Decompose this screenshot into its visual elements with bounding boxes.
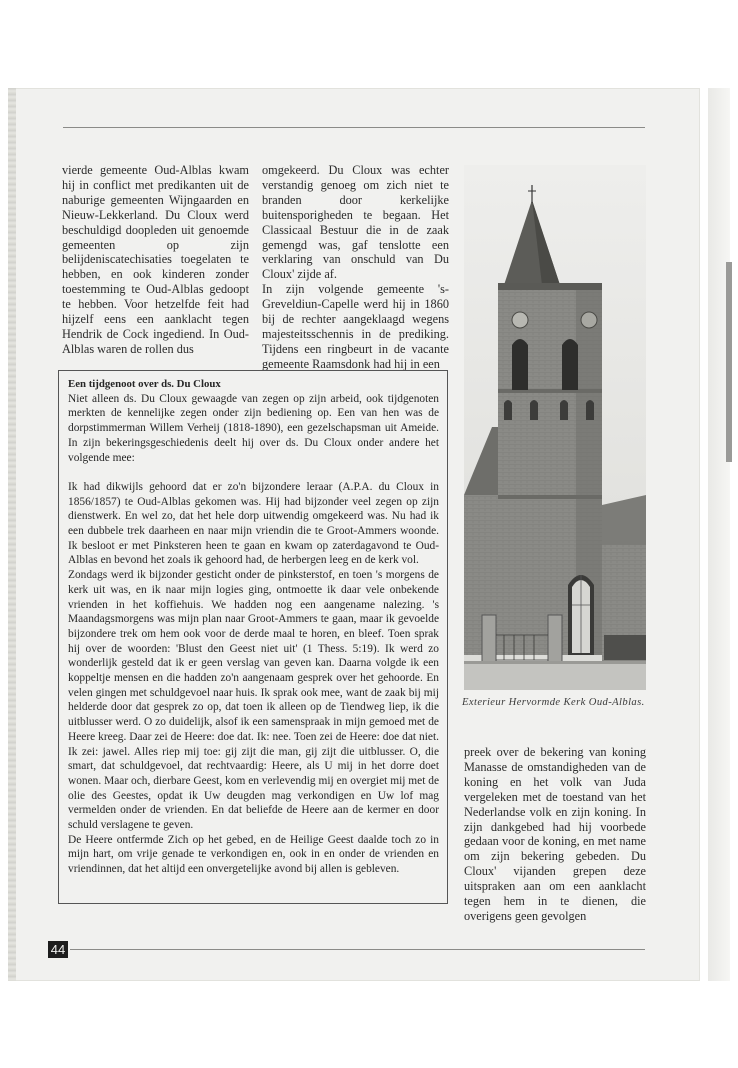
- sidebar-quote-paragraph-2: Zondags werd ik bijzonder gesticht onder de pinksterstof, en toen 's morgens de kerk uit was, en ik naar mijn logies ging, ontmoette ik daar vele onbekende vrienden in het koffiehuis. We hadden nog een aangename nalezing. 's Maandagsmorgens was mijn plan naar Groot-Ammers te gaan, maar ik gevoelde bijzondere trek om hem ook voor de derde maal te horen, en bleef. Toen sprak hij over de woorden: 'Blust den Geest niet uit' (1 Thess. 5:19). Ik werd zo wonderlijk gesteld dat ik er geen verslag van geven kan. Daarna volgde ik een koppeltje mensen en die hadden zo'n aangenaam gesprek over het gehoorde. En velen gingen met schuldgevoel naar huis. Ik sprak ook mee, want de zaak bij mij helderde door dat gesprek zo op, dat toen ik alleen op de Tiendweg liep, ik die uitblusser werd. O zo duidelijk, alsof ik een samenspraak in mijn gemoed met de Heere kreeg. Daar zei de Heere: doe dat. Ik: nee. Toen zei de Heere: doe dat niet. Ik zei: jawel. Alles riep mij toe: gij zijt die man, gij zijt die uitblusser. O, die smart, dat schuldgevoel, dat rechtvaardig: Heere, als U mij in het dorre doet wonen. Maar och, dierbare Geest, kom en verlevendig mij en overgiet mij met de olie des Geestes, opdat ik Uw deugden mag verkondigen en Uw lof mag vermelden onder de vrienden. En dat beliefde de Heere aan de kermer en door schuld verslagene te geven.: [68, 569, 439, 832]
- middle-column-paragraph-2: In zijn volgende gemeente 's-Greveldiun-Capelle werd hij in 1860 bij de rechter aangeklaagd wegens majesteitsschennis in de prediking. Tijdens een ringbeurt in de vacante gemeente Raamsdonk had hij in een: [262, 282, 449, 371]
- header-rule: [63, 127, 645, 128]
- church-photo: [464, 165, 646, 690]
- page-tab-marker: [726, 262, 732, 462]
- middle-column-paragraph-1: omgekeerd. Du Cloux was echter verstandig genoeg om zich niet te branden door kerkelijke buitensporigheden te begaan. Het Classicaal Bestuur die in de zaak gemengd was, gaf tenslotte een verklaring van onschuld van Du Cloux' zijde af.: [262, 163, 449, 282]
- sidebar-title: Een tijdgenoot over ds. Du Cloux: [68, 378, 221, 390]
- sidebar-quote-paragraph-3: De Heere ontfermde Zich op het gebed, en de Heilige Geest daalde toch zo in mijn hart, om vrije genade te verkondigen en, ook in en onder de vrienden en vriendinnen, dat het altijd een onvergetelijke avond bij allen is gebleven.: [68, 833, 439, 876]
- footer-rule: [70, 949, 645, 950]
- next-page-edge: [708, 88, 730, 981]
- sidebar-intro: Niet alleen ds. Du Cloux gewaagde van zegen op zijn arbeid, ook tijdgenoten merkten de kennelijke zegen onder zijn bediening op. Een van hen was de dorpstimmerman Willem Verheij (1818-1890), een gezelschapsman uit Ameide. In zijn bekeringsgeschiedenis deelt hij over ds. Du Cloux onder andere het volgende mee:: [68, 392, 439, 464]
- sidebar-quote-paragraph-1: Ik had dikwijls gehoord dat er zo'n bijzondere leraar (A.P.A. du Cloux in 1856/1857) te Oud-Alblas gekomen was. Hij had bijzonder veel zegen op zijn dienstwerk. En wel zo, dat het hele dorp uitwendig omgekeerd was. Nu had ik een dubbele trek daarheen en naar mijn vriendin die te Groot-Ammers woonde. Ik besloot er met Pinksteren heen te gaan en kwam op zaterdagavond te Oud-Alblas en bevond het zoals ik gehoord had, de herbergen leeg en de kerk vol.: [68, 480, 439, 567]
- photo-caption: Exterieur Hervormde Kerk Oud-Alblas.: [462, 697, 645, 708]
- continuation-paragraph: preek over de bekering van koning Manasse de omstandigheden van de koning en het volk van Juda vergeleken met de toestand van het Nederlandse volk en zijn koning. In zijn dankgebed had hij voorbede gedaan voor de koning, en met name om zijn bekering gebeden. Du Cloux' vijanden grepen deze uitspraken aan om een aanklacht tegen hem in te dienen, die overigens geen gevolgen: [464, 745, 646, 923]
- left-text-column: [62, 163, 249, 357]
- sidebar-box: [58, 370, 448, 904]
- left-column-paragraph: vierde gemeente Oud-Alblas kwam hij in conflict met predikanten uit de naburige gemeenten Wijngaarden en Nieuw-Lekkerland. Du Cloux werd beschuldigd doopleden uit genoemde gemeenten op zijn belijdeniscatechisaties toegelaten te hebben, en ook kinderen zonder toestemming te Oud-Alblas gedoopt te hebben. Voor hetzelfde feit had hijzelf eens een aanklacht tegen Hendrik de Cock ingediend. In Oud-Alblas waren de rollen dus: [62, 163, 249, 356]
- page-binding-edge: [8, 88, 16, 981]
- page-number: 44: [48, 941, 68, 958]
- middle-text-column: [262, 163, 449, 372]
- continuation-text-column: [464, 745, 646, 924]
